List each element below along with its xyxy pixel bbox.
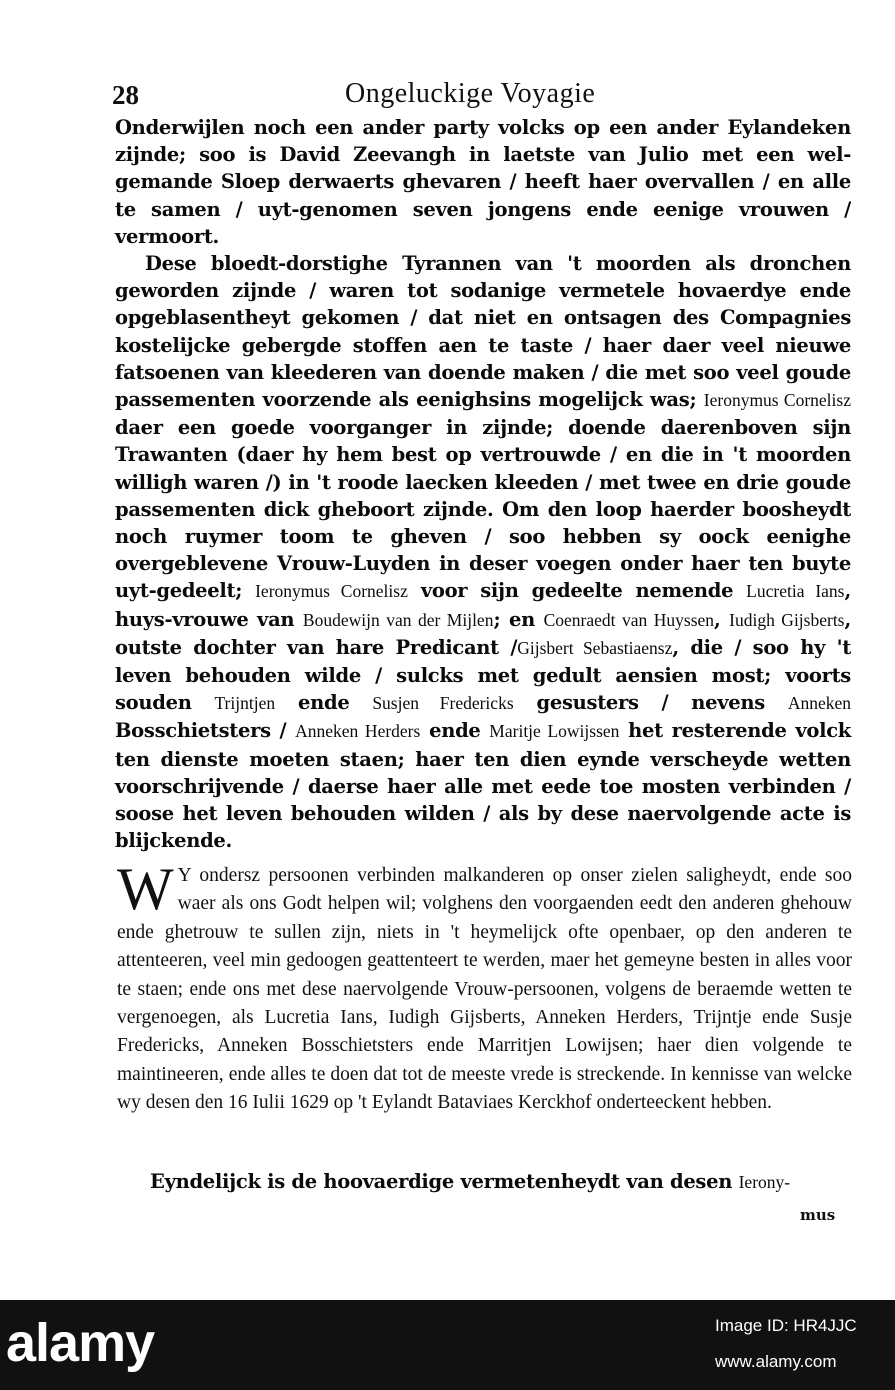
catchword: mus (800, 1206, 836, 1224)
p2-text-6: , outste dochter van hare Predicant / (115, 607, 851, 659)
name-maritje: Maritje Lowijssen (489, 721, 620, 742)
running-title: Ongeluckige Voyagie (345, 78, 596, 109)
name-judigh: Iudigh Gijsberts (729, 609, 845, 630)
p2-text-8: ende (298, 691, 350, 715)
image-id-label: Image ID: HR4JJC (715, 1316, 857, 1335)
name-anneken-h: Anneken Herders (295, 721, 421, 742)
p2-text-4: , huys-vrouwe van (115, 579, 851, 631)
paragraph-2 (115, 250, 851, 854)
name-coenraedt: Coenraedt van Huyssen (543, 609, 715, 630)
p2-text-10: Bosschietsters / (115, 719, 287, 743)
p2-text-7: , die / soo hy 't leven behouden wilde / sulcks met gedult aensien most; voorts souden (115, 635, 852, 715)
page-header (0, 78, 895, 114)
name-susjen: Susjen Fredericks (372, 693, 514, 714)
name-boudewijn: Boudewijn van der Mijlen (302, 609, 494, 630)
alamy-logo: alamy (6, 1313, 155, 1373)
p2-text-5b: , (714, 607, 721, 631)
closing-line (150, 1168, 855, 1196)
footer-url: www.alamy.com (715, 1352, 837, 1371)
name-anneken-b: Anneken (787, 693, 852, 714)
closing-name: Ierony- (738, 1172, 791, 1192)
name-cornelisz: Ieronymus Cornelisz (703, 390, 851, 411)
name-cornelisz-2: Ieronymus Cornelisz (255, 581, 408, 602)
p2-text-9: gesusters / nevens (536, 691, 765, 715)
p2-text-2: daer een goede voorganger in zijnde; doende daerenboven sijn Trawanten (daer hy hem best op vertrouwde / en die in 't moorden willigh waren /) in 't roode laecken kleeden / met twee en drie goude passementen dick gheboort zijnde. Om den loop haerder boosheydt noch ruymer toom te gheven / soo hebben sy oock eenighe overgeblevene Vrouw-Luyden in deser voegen onder haer ten buyte uyt-gedeelt; (115, 416, 851, 603)
paragraph-1: Onderwijlen noch een ander party volcks op een ander Eylandeken zijnde; soo is David Zeevangh in laetste van Julio met een wel-gemande Sloep derwaerts ghevaren / heeft haer overvallen / en alle te samen / uyt-genomen seven jongens ende eenige vrouwen / vermoort. (115, 116, 851, 248)
name-gijsbert: Gijsbert Sebastiaensz (517, 637, 673, 658)
drop-cap: W (117, 856, 174, 922)
stock-footer-bar (0, 1300, 895, 1390)
name-trijntjen: Trijntjen (214, 693, 276, 714)
p2-text-1: Dese bloedt-dorstighe Tyrannen van 't moorden als dronchen geworden zijnde / waren tot sodanige vermetele hovaerdye ende opgeblasentheyt gekomen / dat niet en ontsagen des Compagnies kostelijcke gebergde stoffen aen te taste / haer daer veel nieuwe fatsoenen van kleederen van doende maken / die met soo veel goude passementen voorzende als eenighsins mogelijck was; (115, 252, 851, 412)
p2-text-12: het resterende volck ten dienste moeten staen; haer ten dien eynde verscheyde wetten voorschrijvende / daerse haer alle met eede toe mosten verbinden / soose het leven behouden wilden / als by dese naervolgende acte is blijckende. (115, 719, 851, 853)
p2-text-11: ende (429, 719, 481, 743)
closing-text: Eyndelijck is de hoovaerdige vermetenheydt van desen (150, 1170, 733, 1193)
oath-text: Y ondersz persoonen verbinden malkanderen op onser zielen saligheydt, ende soo waer als ons Godt helpen wil; volghens den voorgaenden eedt den anderen ghehouw ende ghetrouw te sullen zijn, niets in 't heymelijck ofte openbaer, op den anderen te attenteeren, veel min gedoogen geattenteert te werden, maer het gemeyne besten in alles voor te staen; ende ons met dese naervolgende Vrouw-persoonen, volgens de beraemde wetten te vergenoegen, als Lucretia Ians, Iudigh Gijsberts, Anneken Herders, Trijntje ende Susje Fredericks, Anneken Bosschietsters ende Marritjen Lowijsen; haer dien volgende te maintineeren, ende alles te doen dat tot de meeste vrede is streckende. In kennisse van welcke wy desen den 16 Iulii 1629 op 't Eylandt Bataviaes Kerckhof onderteeckent hebben. (117, 865, 852, 1114)
page-number: 28 (112, 80, 139, 110)
p2-text-3: voor sijn gedeelte nemende (420, 579, 734, 603)
p2-text-5: ; en (493, 607, 535, 631)
oath-text-block (117, 856, 852, 1118)
name-lucretia: Lucretia Ians (746, 581, 845, 602)
